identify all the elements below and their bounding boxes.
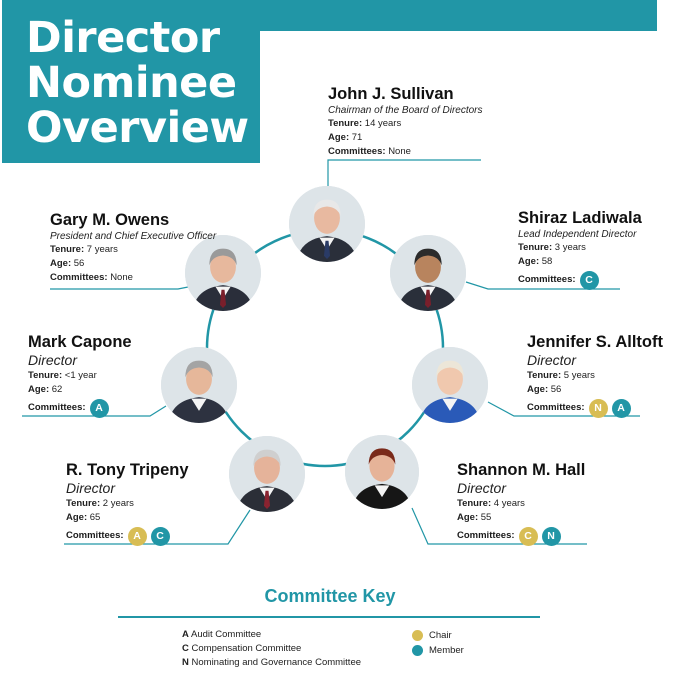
committee-badge: A (90, 399, 109, 418)
tenure-value: 4 years (493, 498, 525, 509)
director-age (50, 257, 216, 271)
portrait-image (412, 347, 488, 423)
committee-key-list (182, 628, 361, 670)
age-value: 55 (480, 512, 492, 523)
director-photo (390, 235, 466, 311)
age-label: Age: (457, 512, 479, 523)
tenure-label: Tenure: (328, 118, 363, 129)
committee-name: Audit Committee (191, 629, 262, 640)
director-role: Director (457, 480, 507, 496)
director-role: Chairman of the Board of Directors (328, 105, 483, 116)
age-value: 58 (541, 256, 553, 267)
director-card (50, 210, 216, 285)
director-photo (229, 436, 305, 512)
director-age (527, 383, 663, 397)
age-value: 65 (89, 512, 101, 523)
committee-letter: A (182, 629, 189, 640)
committee-key-title: Committee Key (264, 586, 396, 606)
legend-label: Chair (429, 630, 452, 641)
director-photo (412, 347, 488, 423)
director-tenure (28, 369, 132, 383)
age-label: Age: (28, 384, 50, 395)
director-name: Mark Capone (28, 333, 132, 351)
director-tenure (518, 241, 642, 255)
page-title-line: Nominee (26, 58, 237, 108)
director-photo (345, 435, 419, 509)
leader-line (50, 287, 188, 289)
director-role: Director (66, 480, 116, 496)
director-committees (527, 397, 663, 419)
director-tenure (50, 243, 216, 257)
committees-label: Committees: (28, 402, 86, 413)
committee-name: Compensation Committee (191, 643, 302, 654)
age-label: Age: (66, 512, 88, 523)
committees-value: None (110, 272, 133, 283)
director-committees (66, 525, 189, 547)
tenure-label: Tenure: (457, 498, 492, 509)
tenure-value: 7 years (86, 244, 118, 255)
committee-badge: C (151, 527, 170, 546)
age-value: 71 (351, 132, 363, 143)
director-committees (518, 269, 642, 291)
committees-label: Committees: (527, 402, 585, 413)
director-committees (28, 397, 132, 419)
director-photo (161, 347, 237, 423)
director-photo (289, 186, 365, 262)
director-tenure (457, 497, 585, 511)
director-card (457, 460, 585, 547)
committee-status-legend (412, 628, 464, 658)
page-title-line: Overview (26, 103, 249, 153)
director-role: Director (28, 352, 78, 368)
committee-badge: A (128, 527, 147, 546)
tenure-label: Tenure: (28, 370, 63, 381)
committee-key-item (182, 656, 361, 670)
director-tenure (328, 117, 483, 131)
director-age (328, 131, 483, 145)
director-card (66, 460, 189, 547)
director-age (518, 255, 642, 269)
director-name: Jennifer S. Alltoft (527, 333, 663, 351)
tenure-label: Tenure: (50, 244, 85, 255)
director-tenure (66, 497, 189, 511)
committees-label: Committees: (50, 272, 108, 283)
member-dot-icon (412, 645, 423, 656)
tenure-label: Tenure: (66, 498, 101, 509)
age-value: 62 (51, 384, 63, 395)
age-label: Age: (50, 258, 72, 269)
committee-letter: C (182, 643, 189, 654)
portrait-image (161, 347, 237, 423)
tenure-value: 3 years (554, 242, 586, 253)
director-committees (50, 271, 216, 285)
director-committees (457, 525, 585, 547)
tenure-value: <1 year (64, 370, 97, 381)
committee-letter: N (182, 657, 189, 668)
committees-label: Committees: (66, 530, 124, 541)
committee-badge: N (589, 399, 608, 418)
director-name: R. Tony Tripeny (66, 461, 189, 479)
committee-key-item (182, 628, 361, 642)
committee-badge: C (519, 527, 538, 546)
tenure-value: 5 years (563, 370, 595, 381)
director-card (518, 208, 642, 291)
committee-badge: C (580, 271, 599, 290)
tenure-label: Tenure: (518, 242, 553, 253)
director-age (457, 511, 585, 525)
director-name: Shannon M. Hall (457, 461, 586, 479)
tenure-label: Tenure: (527, 370, 562, 381)
director-age (28, 383, 132, 397)
director-name: Shiraz Ladiwala (518, 209, 642, 227)
committees-value: None (388, 146, 411, 157)
director-card (328, 84, 483, 159)
director-card (527, 332, 663, 419)
age-label: Age: (518, 256, 540, 267)
portrait-image (345, 435, 419, 509)
page-title-line: Director (26, 13, 220, 63)
director-role: Lead Independent Director (518, 229, 637, 240)
age-label: Age: (328, 132, 350, 143)
age-label: Age: (527, 384, 549, 395)
leader-line (328, 160, 481, 186)
tenure-value: 14 years (364, 118, 402, 129)
committee-name: Nominating and Governance Committee (191, 657, 362, 668)
chair-dot-icon (412, 630, 423, 641)
committee-key-item (182, 642, 361, 656)
director-committees (328, 145, 483, 159)
director-age (66, 511, 189, 525)
committee-badge: A (612, 399, 631, 418)
legend-item-member (412, 643, 464, 658)
age-value: 56 (550, 384, 562, 395)
committee-key-divider (118, 616, 540, 618)
committees-label: Committees: (328, 146, 386, 157)
legend-label: Member (429, 645, 464, 656)
director-tenure (527, 369, 663, 383)
director-card (28, 332, 132, 419)
legend-item-chair (412, 628, 464, 643)
tenure-value: 2 years (102, 498, 134, 509)
committees-label: Committees: (457, 530, 515, 541)
committee-badge: N (542, 527, 561, 546)
director-name: Gary M. Owens (50, 211, 170, 229)
director-name: John J. Sullivan (328, 85, 454, 103)
portrait-image (390, 235, 466, 311)
director-role: Director (527, 352, 577, 368)
portrait-image (289, 186, 365, 262)
portrait-image (229, 436, 305, 512)
director-role: President and Chief Executive Officer (50, 231, 217, 242)
age-value: 56 (73, 258, 85, 269)
committees-label: Committees: (518, 274, 576, 285)
